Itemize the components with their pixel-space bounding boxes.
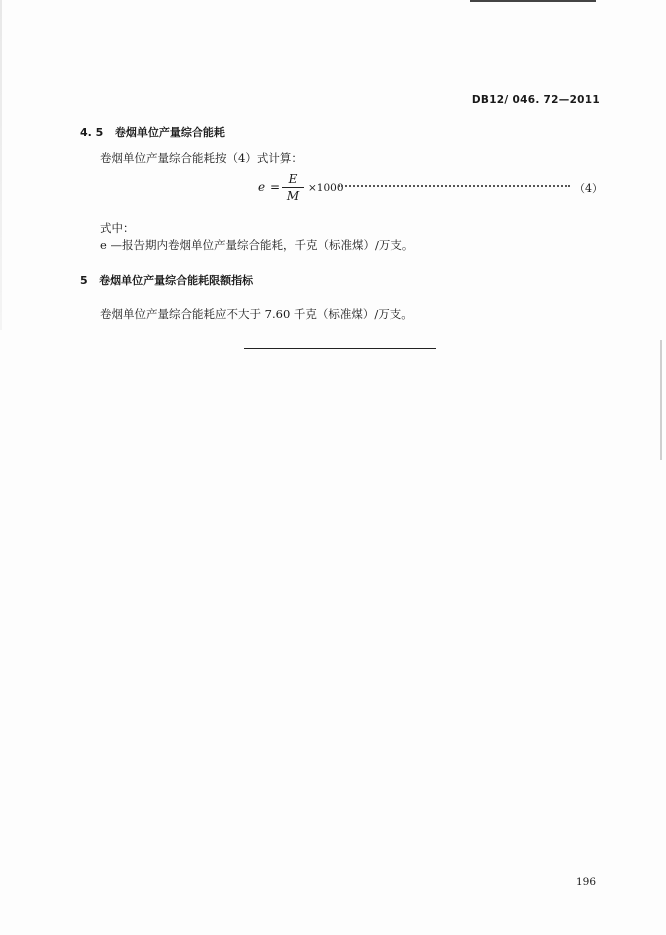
end-of-standard-rule (244, 348, 436, 349)
variable-definition: e —报告期内卷烟单位产量综合能耗，千克（标准煤）/万支。 (100, 238, 414, 252)
section-number: 5 (80, 274, 88, 287)
limit-requirement-text: 卷烟单位产量综合能耗应不大于 7.60 千克（标准煤）/万支。 (100, 307, 413, 321)
where-label: 式中： (100, 221, 135, 235)
top-edge-rule (470, 0, 596, 2)
section-title: 卷烟单位产量综合能耗 (114, 126, 225, 139)
formula-multiplier: ×1000 (308, 182, 344, 194)
section-4-5-heading (80, 124, 225, 140)
scan-right-edge (660, 340, 662, 460)
formula-denominator: M (286, 189, 300, 203)
scan-left-edge (0, 0, 2, 330)
formula-fraction (282, 172, 304, 203)
fraction-bar (282, 187, 304, 188)
dot-leader (338, 185, 570, 187)
section-5-heading (80, 272, 253, 288)
section-number: 4. 5 (80, 126, 104, 139)
formula-intro-text: 卷烟单位产量综合能耗按（4）式计算： (100, 151, 303, 165)
standard-code: DB12/ 046. 72—2011 (471, 94, 600, 106)
equation-number: （4） (574, 182, 603, 195)
page-number: 196 (576, 876, 597, 888)
energy-formula (258, 172, 603, 208)
formula-lhs: e (258, 180, 266, 194)
formula-numerator: E (288, 172, 298, 186)
formula-equals-sign: = (270, 180, 281, 194)
section-title: 卷烟单位产量综合能耗限额指标 (99, 274, 254, 287)
